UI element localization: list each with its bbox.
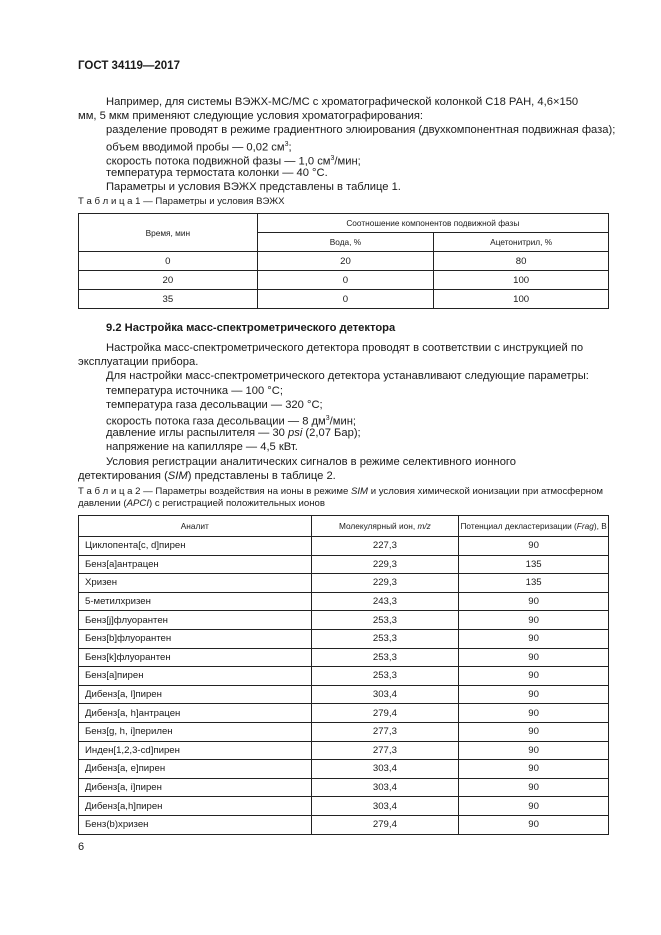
molecular-ion: 303,4 xyxy=(311,797,459,816)
table1-header-water: Вода, % xyxy=(257,233,434,252)
table2-header-analyte: Аналит xyxy=(79,516,312,537)
molecular-ion: 277,3 xyxy=(311,741,459,760)
table-row xyxy=(79,741,609,760)
table-row xyxy=(79,778,609,797)
table1-cell-time: 35 xyxy=(79,290,258,309)
section-paragraph-1: Настройка масс-спектрометрического детектора проводят в соответствии с инструкцией по эксплуатации прибора. xyxy=(78,342,584,369)
table-row xyxy=(79,592,609,611)
table1-cell-water: 0 xyxy=(257,290,434,309)
intro-line-4: температура термостата колонки — 40 °С. xyxy=(106,167,328,179)
molecular-ion: 243,3 xyxy=(311,592,459,611)
table2-caption: Т а б л и ц а 2 — Параметры воздействия на ионы в режиме SIM и условия химической ионизации при атмосферном давлении (APCI) с регистрацией положительных ионов xyxy=(78,486,604,509)
analyte-name: Бенз[j]флуорантен xyxy=(79,611,312,630)
frag-potential: 90 xyxy=(459,611,609,630)
table2-header-mz: Молекулярный ион, m/z xyxy=(311,516,459,537)
frag-potential: 90 xyxy=(459,629,609,648)
table1-cell-time: 20 xyxy=(79,271,258,290)
frag-potential: 90 xyxy=(459,722,609,741)
section-line-2: температура газа десольвации — 320 °С; xyxy=(106,398,323,411)
analyte-name: Бенз[g, h, i]перилен xyxy=(79,722,312,741)
intro-line-5: Параметры и условия ВЭЖХ представлены в таблице 1. xyxy=(106,181,401,194)
table1-cell-water: 0 xyxy=(257,271,434,290)
frag-potential: 90 xyxy=(459,797,609,816)
frag-potential: 90 xyxy=(459,704,609,723)
frag-potential: 90 xyxy=(459,760,609,779)
table1-header-time: Время, мин xyxy=(79,214,258,252)
table-row xyxy=(79,611,609,630)
table-row xyxy=(79,555,609,574)
intro-line-2: объем вводимой пробы — 0,02 $см^3$; xyxy=(106,140,292,154)
table-row xyxy=(79,574,609,593)
table-row xyxy=(79,722,609,741)
frag-potential: 135 xyxy=(459,555,609,574)
table1-cell-time: 0 xyxy=(79,252,258,271)
table-2 xyxy=(78,515,609,835)
section-line-5: напряжение на капилляре — 4,5 кВт. xyxy=(106,441,298,454)
table2-header-frag: Потенциал декластеризации (Frag), В xyxy=(459,516,609,537)
table-row xyxy=(79,537,609,556)
analyte-name: Циклопента[c, d]пирен xyxy=(79,537,312,556)
analyte-name: Дибенз[a, e]пирен xyxy=(79,760,312,779)
table-row xyxy=(79,290,609,309)
frag-potential: 90 xyxy=(459,648,609,667)
table1-header-acn: Ацетонитрил, % xyxy=(434,233,609,252)
molecular-ion: 253,3 xyxy=(311,667,459,686)
molecular-ion: 253,3 xyxy=(311,629,459,648)
molecular-ion: 279,4 xyxy=(311,815,459,834)
frag-potential: 90 xyxy=(459,537,609,556)
frag-potential: 135 xyxy=(459,574,609,593)
section-line-4: давление иглы распылителя — 30 psi (2,07 Бар); xyxy=(106,427,361,440)
molecular-ion: 253,3 xyxy=(311,648,459,667)
analyte-name: Дибенз[a, i]пирен xyxy=(79,778,312,797)
analyte-name: Бенз(b)хризен xyxy=(79,815,312,834)
analyte-name: Дибенз[a, h]антрацен xyxy=(79,704,312,723)
table-row xyxy=(79,629,609,648)
molecular-ion: 227,3 xyxy=(311,537,459,556)
section-line-1: температура источника — 100 °С; xyxy=(106,384,283,397)
analyte-name: Хризен xyxy=(79,574,312,593)
table-row xyxy=(79,797,609,816)
molecular-ion: 277,3 xyxy=(311,722,459,741)
table-row xyxy=(79,815,609,834)
analyte-name: Инден[1,2,3-cd]пирен xyxy=(79,741,312,760)
analyte-name: 5-метилхризен xyxy=(79,592,312,611)
molecular-ion: 303,4 xyxy=(311,685,459,704)
table1-cell-acn: 100 xyxy=(434,271,609,290)
molecular-ion: 303,4 xyxy=(311,778,459,797)
table-1 xyxy=(78,213,609,309)
table-row xyxy=(79,685,609,704)
molecular-ion: 229,3 xyxy=(311,574,459,593)
document-header: ГОСТ 34119—2017 xyxy=(78,60,180,72)
table1-caption: Т а б л и ц а 1 — Параметры и условия ВЭЖХ xyxy=(78,196,285,207)
section-title: 9.2 Настройка масс-спектрометрического детектора xyxy=(106,322,396,334)
intro-paragraph: Например, для системы ВЭЖХ-МС/МС с хроматографической колонкой С18 РАН, 4,6×150 мм, 5 мкм применяют следующие условия хроматографирования: xyxy=(78,96,579,123)
molecular-ion: 229,3 xyxy=(311,555,459,574)
frag-potential: 90 xyxy=(459,778,609,797)
frag-potential: 90 xyxy=(459,815,609,834)
table-row xyxy=(79,667,609,686)
table-row xyxy=(79,252,609,271)
page-number: 6 xyxy=(78,841,85,853)
table1-cell-acn: 80 xyxy=(434,252,609,271)
intro-line-1: разделение проводят в режиме градиентного элюирования (двухкомпонентная подвижная фаза); xyxy=(106,124,616,137)
table1-header-ratio: Соотношение компонентов подвижной фазы xyxy=(257,214,608,233)
table1-cell-water: 20 xyxy=(257,252,434,271)
analyte-name: Бенз[a]антрацен xyxy=(79,555,312,574)
analyte-name: Дибенз[a,h]пирен xyxy=(79,797,312,816)
frag-potential: 90 xyxy=(459,685,609,704)
frag-potential: 90 xyxy=(459,741,609,760)
section-paragraph-2: Для настройки масс-спектрометрического детектора устанавливают следующие параметры: xyxy=(106,370,589,383)
table1-cell-acn: 100 xyxy=(434,290,609,309)
analyte-name: Бенз[b]флуорантен xyxy=(79,629,312,648)
table-row xyxy=(79,271,609,290)
section-line-3: скорость потока газа десольвации — 8 $дм^3$/мин; xyxy=(106,415,357,428)
molecular-ion: 303,4 xyxy=(311,760,459,779)
intro-line-3: скорость потока подвижной фазы — 1,0 $см^3$/мин; xyxy=(106,154,361,168)
table-row xyxy=(79,760,609,779)
frag-potential: 90 xyxy=(459,592,609,611)
table-row xyxy=(79,648,609,667)
frag-potential: 90 xyxy=(459,667,609,686)
molecular-ion: 279,4 xyxy=(311,704,459,723)
section-paragraph-3: Условия регистрации аналитических сигналов в режиме селективного ионного детектирования (SIM) представлены в таблице 2. xyxy=(78,455,516,482)
analyte-name: Дибенз[a, l]пирен xyxy=(79,685,312,704)
table-row xyxy=(79,704,609,723)
molecular-ion: 253,3 xyxy=(311,611,459,630)
analyte-name: Бенз[k]флуорантен xyxy=(79,648,312,667)
analyte-name: Бенз[a]пирен xyxy=(79,667,312,686)
